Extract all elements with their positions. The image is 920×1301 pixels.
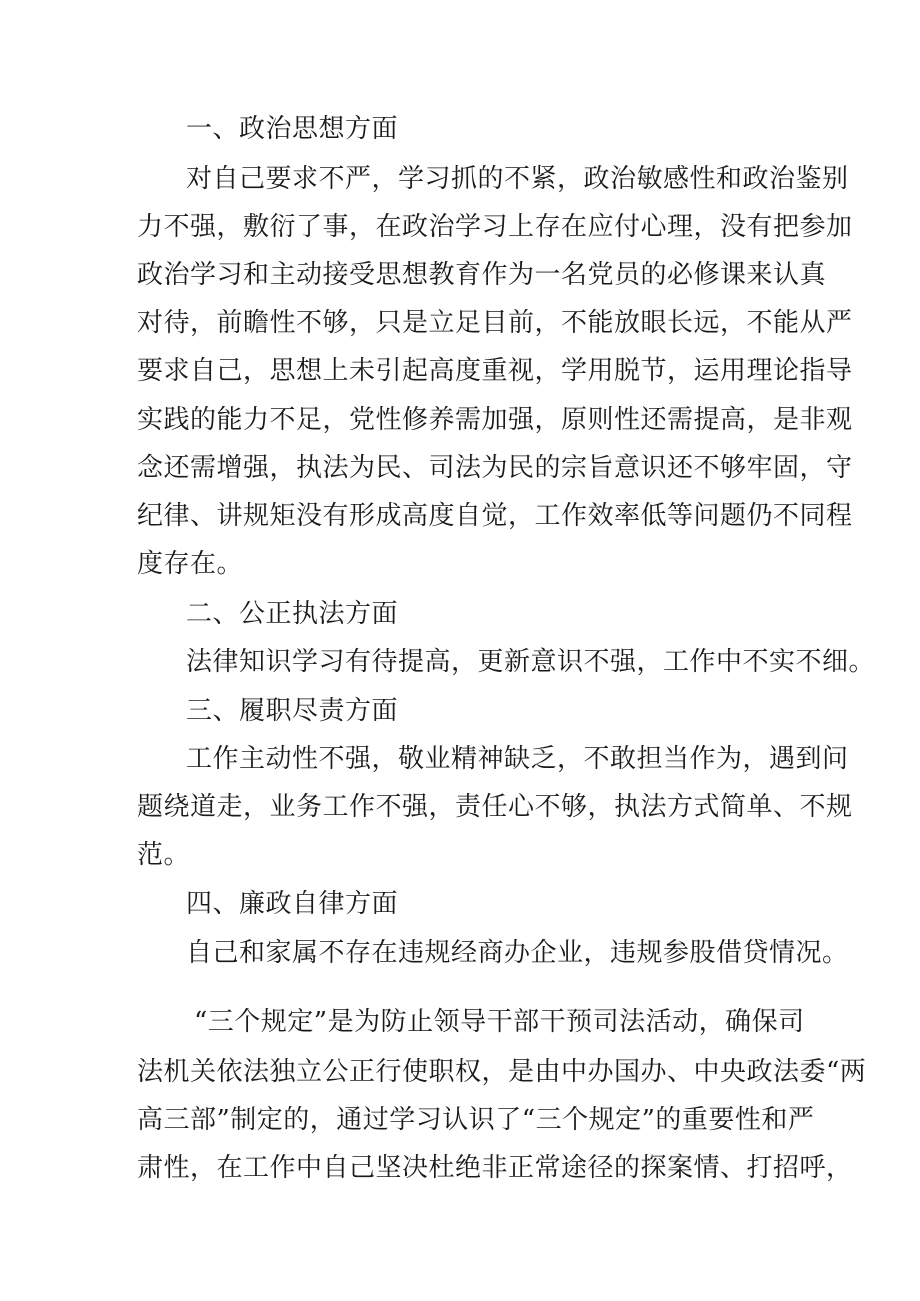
paragraph-line: 对待，前瞻性不够，只是立足目前，不能放眼长远，不能从严: [137, 308, 853, 338]
paragraph-line: 实践的能力不足，党性修养需加强，原则性还需提高，是非观: [137, 405, 853, 435]
paragraph-line: 法律知识学习有待提高，更新意识不强，工作中不实不细。: [186, 647, 876, 677]
paragraph-line: 要求自己，思想上未引起高度重视，学用脱节，运用理论指导: [137, 356, 853, 386]
paragraph-line: 政治学习和主动接受思想教育作为一名党员的必修课来认真: [137, 260, 827, 290]
paragraph-line: 题绕道走，业务工作不强，责任心不够，执法方式简单、不规: [137, 792, 853, 822]
paragraph-line: 念还需增强，执法为民、司法为民的宗旨意识还不够牢固，守: [137, 453, 853, 483]
paragraph-line: 度存在。: [137, 549, 244, 579]
section-heading-fair-enforcement: 二、公正执法方面: [186, 599, 399, 629]
section-heading-political-thought: 一、政治思想方面: [186, 114, 399, 144]
paragraph-line: 肃性，在工作中自己坚决杜绝非正常途径的探案情、打招呼，: [137, 1153, 853, 1183]
paragraph-line: 法机关依法独立公正行使职权，是由中办国办、中央政法委“两: [137, 1057, 867, 1087]
paragraph-line: 工作主动性不强，敬业精神缺乏，不敢担当作为，遇到问: [186, 744, 849, 774]
section-heading-integrity-discipline: 四、廉政自律方面: [186, 889, 399, 919]
paragraph-line: 自己和家属不存在违规经商办企业，违规参股借贷情况。: [186, 938, 849, 968]
paragraph-line: “三个规定”是为防止领导干部干预司法活动，确保司: [194, 1007, 805, 1037]
paragraph-line: 力不强，敷衍了事，在政治学习上存在应付心理，没有把参加: [137, 212, 853, 242]
paragraph-line: 纪律、讲规矩没有形成高度自觉，工作效率低等问题仍不同程: [137, 501, 853, 531]
paragraph-line: 高三部”制定的，通过学习认识了“三个规定”的重要性和严: [137, 1105, 815, 1135]
paragraph-line: 范。: [137, 840, 191, 870]
paragraph-line: 对自己要求不严，学习抓的不紧，政治敏感性和政治鉴别: [186, 164, 849, 194]
section-heading-duty-performance: 三、履职尽责方面: [186, 696, 399, 726]
